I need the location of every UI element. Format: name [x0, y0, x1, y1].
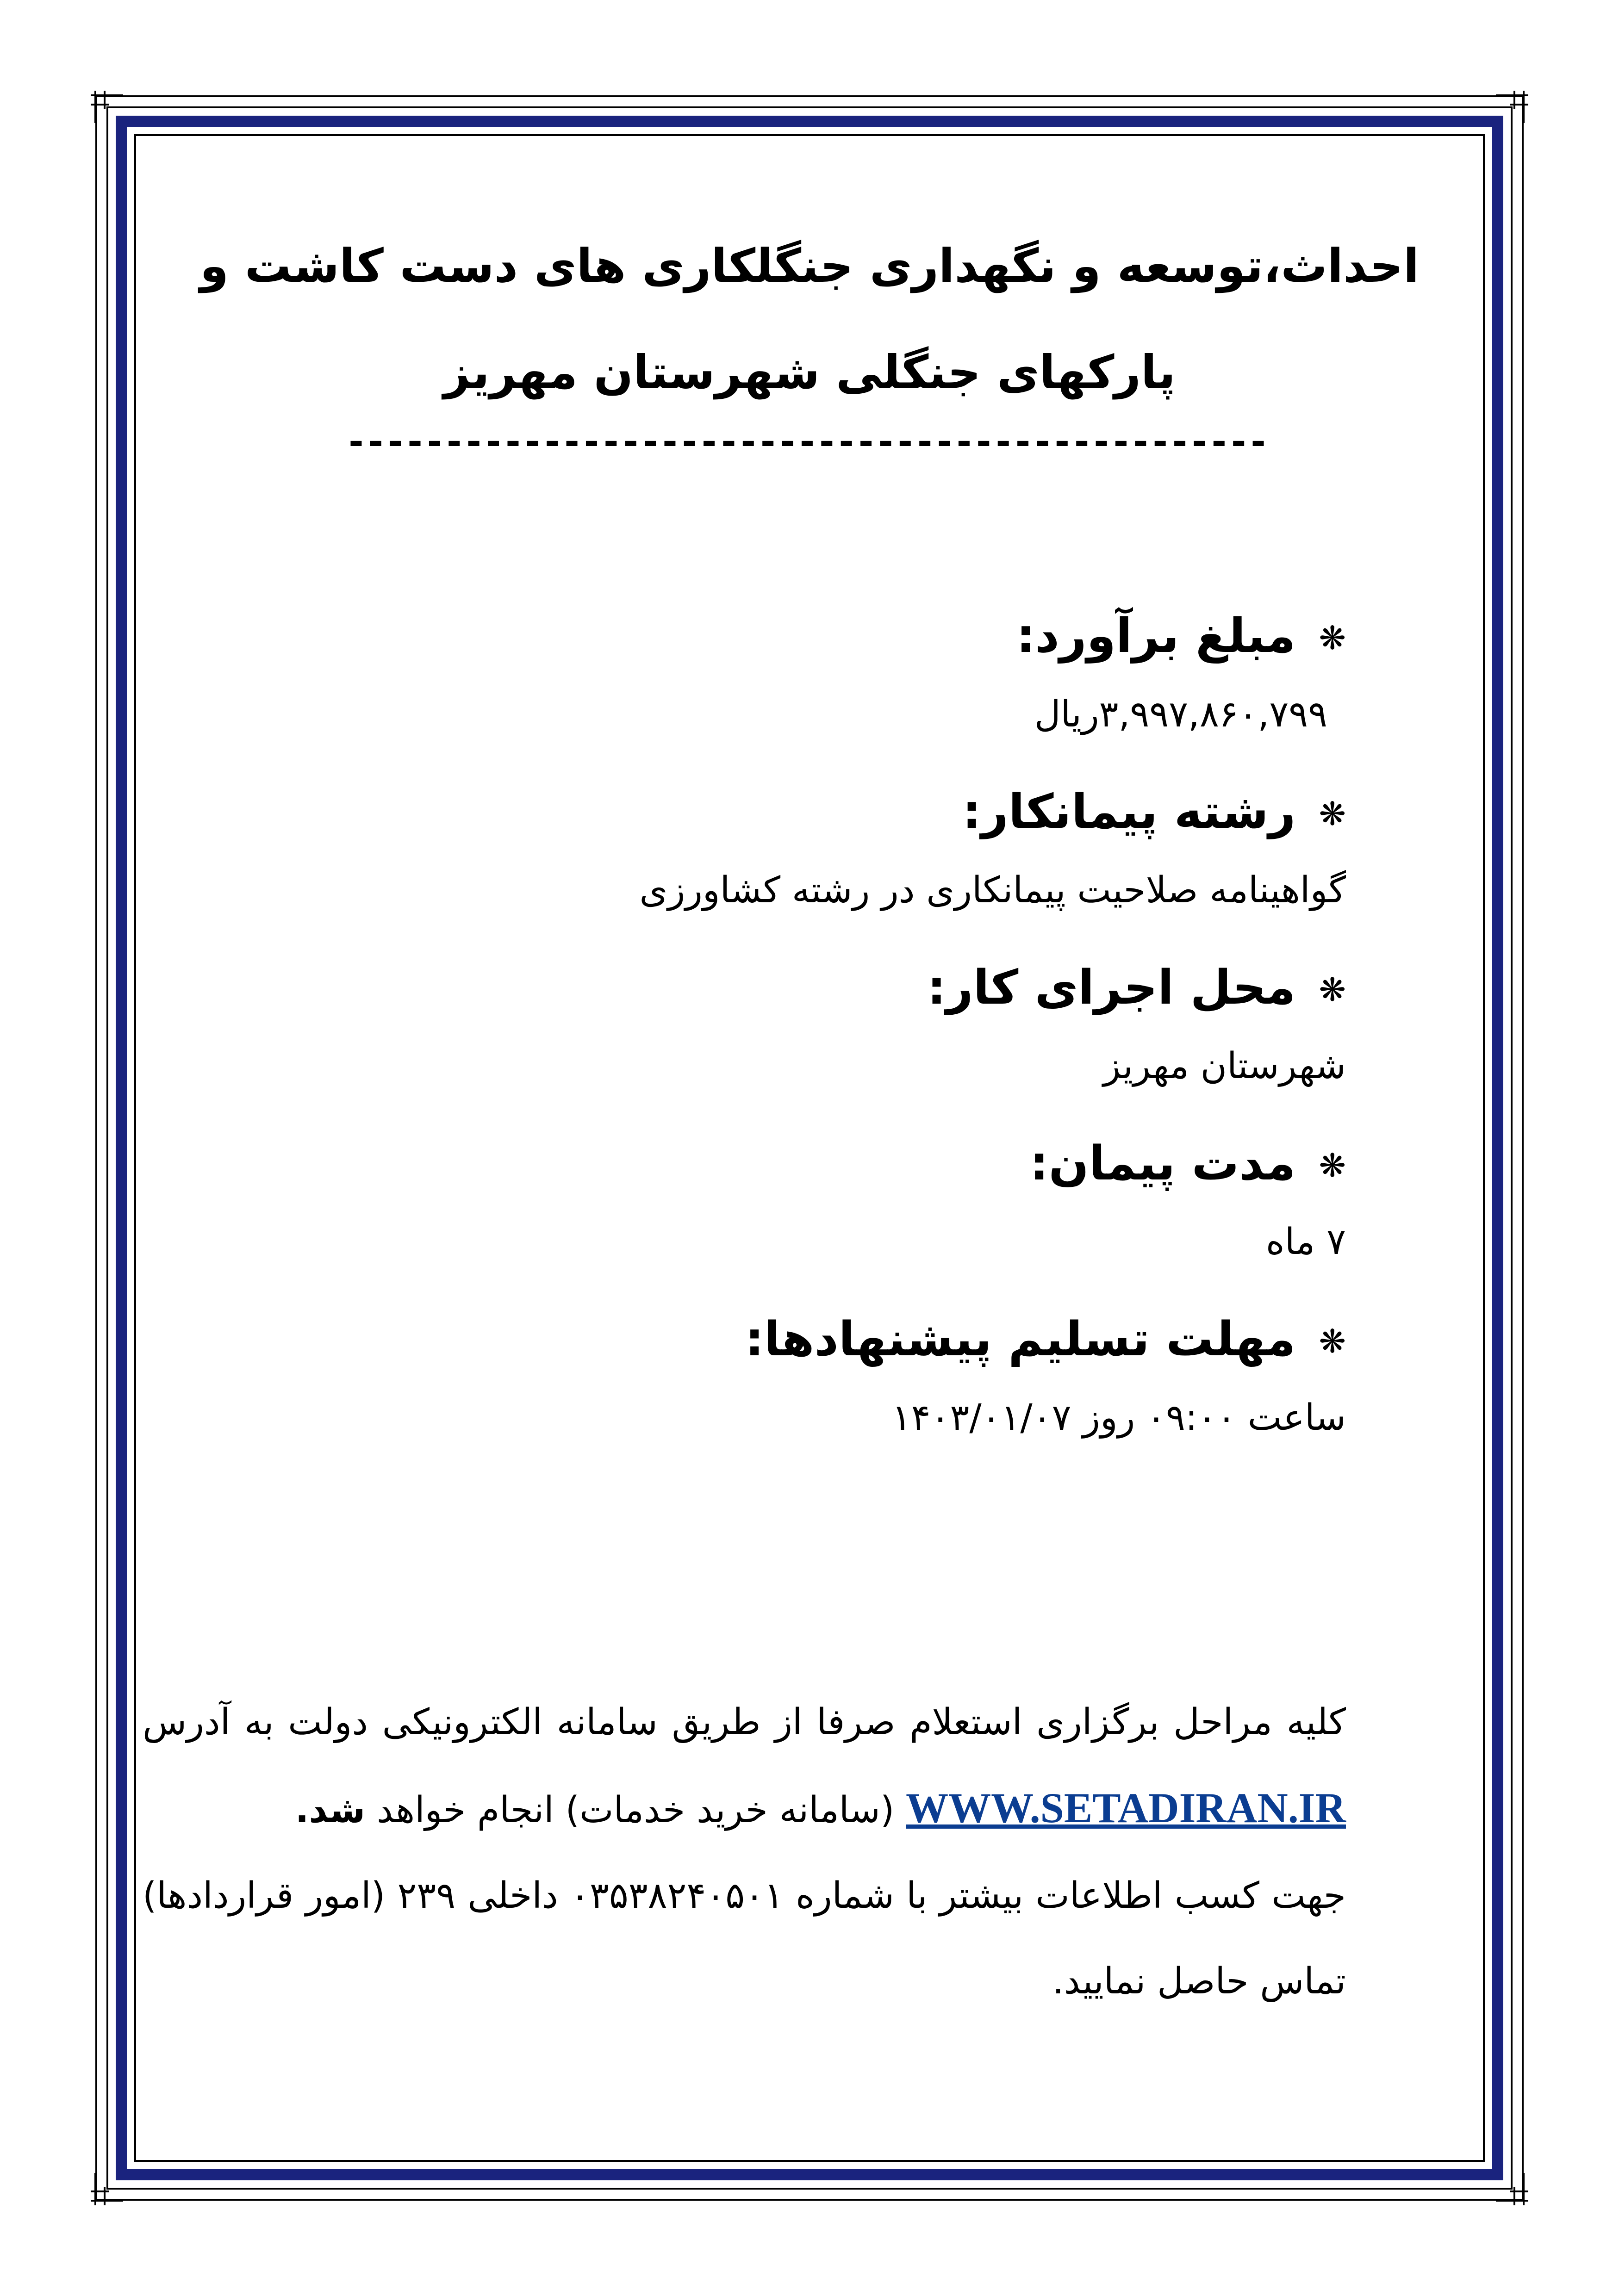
estimated-amount-value: ۳,۹۹۷,۸۶۰,۷۹۹ریال: [1034, 694, 1327, 735]
asterisk-bullet-icon: ❋: [1319, 1147, 1346, 1185]
section-heading: [189, 1129, 1346, 1200]
contract-duration-value: ۷ ماه: [1265, 1221, 1346, 1263]
corner-ornament-bottom-right: [1496, 2173, 1528, 2205]
section-heading: [189, 602, 1346, 673]
submission-deadline-value: ساعت ۰۹:۰۰ روز ۱۴۰۳/۰۱/۰۷: [891, 1397, 1346, 1439]
title-line-2: پارکهای جنگلی شهرستان مهریز: [443, 345, 1176, 399]
footer-notes: [143, 1680, 1346, 2024]
setadiran-link[interactable]: WWW.SETADIRAN.IR: [906, 1784, 1346, 1831]
heading-text: مهلت تسلیم پیشنهادها:: [745, 1312, 1296, 1367]
corner-ornament-top-left: [91, 91, 123, 123]
corner-ornament-top-right: [1496, 91, 1528, 123]
section-work-location: [189, 953, 1346, 1094]
asterisk-bullet-icon: ❋: [1319, 971, 1346, 1009]
section-heading: [189, 953, 1346, 1024]
procedure-text: کلیه مراحل برگزاری استعلام صرفا از طریق سامانه الکترونیکی دولت به آدرس: [143, 1701, 1346, 1743]
corner-ornament-bottom-left: [91, 2173, 123, 2205]
footer-paragraph-contact: جهت کسب اطلاعات بیشتر با شماره ۰۳۵۳۸۲۴۰۵۰۱ داخلی ۲۳۹ (امور قراردادها) تماس حاصل نمایید.: [143, 1875, 1346, 2002]
section-contract-duration: [189, 1129, 1346, 1270]
asterisk-bullet-icon: ❋: [1319, 795, 1346, 833]
asterisk-bullet-icon: ❋: [1319, 1322, 1346, 1360]
heading-text: محل اجرای کار:: [927, 960, 1296, 1015]
procedure-bold-word: شد.: [295, 1789, 366, 1831]
heading-text: رشته پیمانکار:: [962, 784, 1296, 839]
title-line-1: احداث،توسعه و نگهداری جنگلکاری های دست کاشت و: [199, 239, 1420, 293]
asterisk-bullet-icon: ❋: [1319, 619, 1346, 657]
section-contractor-field: [189, 777, 1346, 918]
section-heading: [189, 1305, 1346, 1376]
document-content: [143, 139, 1466, 2175]
procedure-text-after-link: (سامانه خرید خدمات) انجام خواهد: [377, 1789, 895, 1831]
heading-text: مدت پیمان:: [1029, 1136, 1296, 1191]
section-heading: [189, 777, 1346, 849]
section-estimated-amount: [189, 602, 1346, 742]
document-title: [153, 213, 1466, 426]
title-separator: -----------------------------------------------: [349, 421, 1270, 463]
contractor-field-value: گواهینامه صلاحیت پیمانکاری در رشته کشاورزی: [639, 869, 1346, 911]
footer-paragraph-procedure: [143, 1680, 1346, 1853]
work-location-value: شهرستان مهریز: [1103, 1045, 1346, 1087]
section-submission-deadline: [189, 1305, 1346, 1446]
heading-text: مبلغ برآورد:: [1016, 608, 1296, 664]
